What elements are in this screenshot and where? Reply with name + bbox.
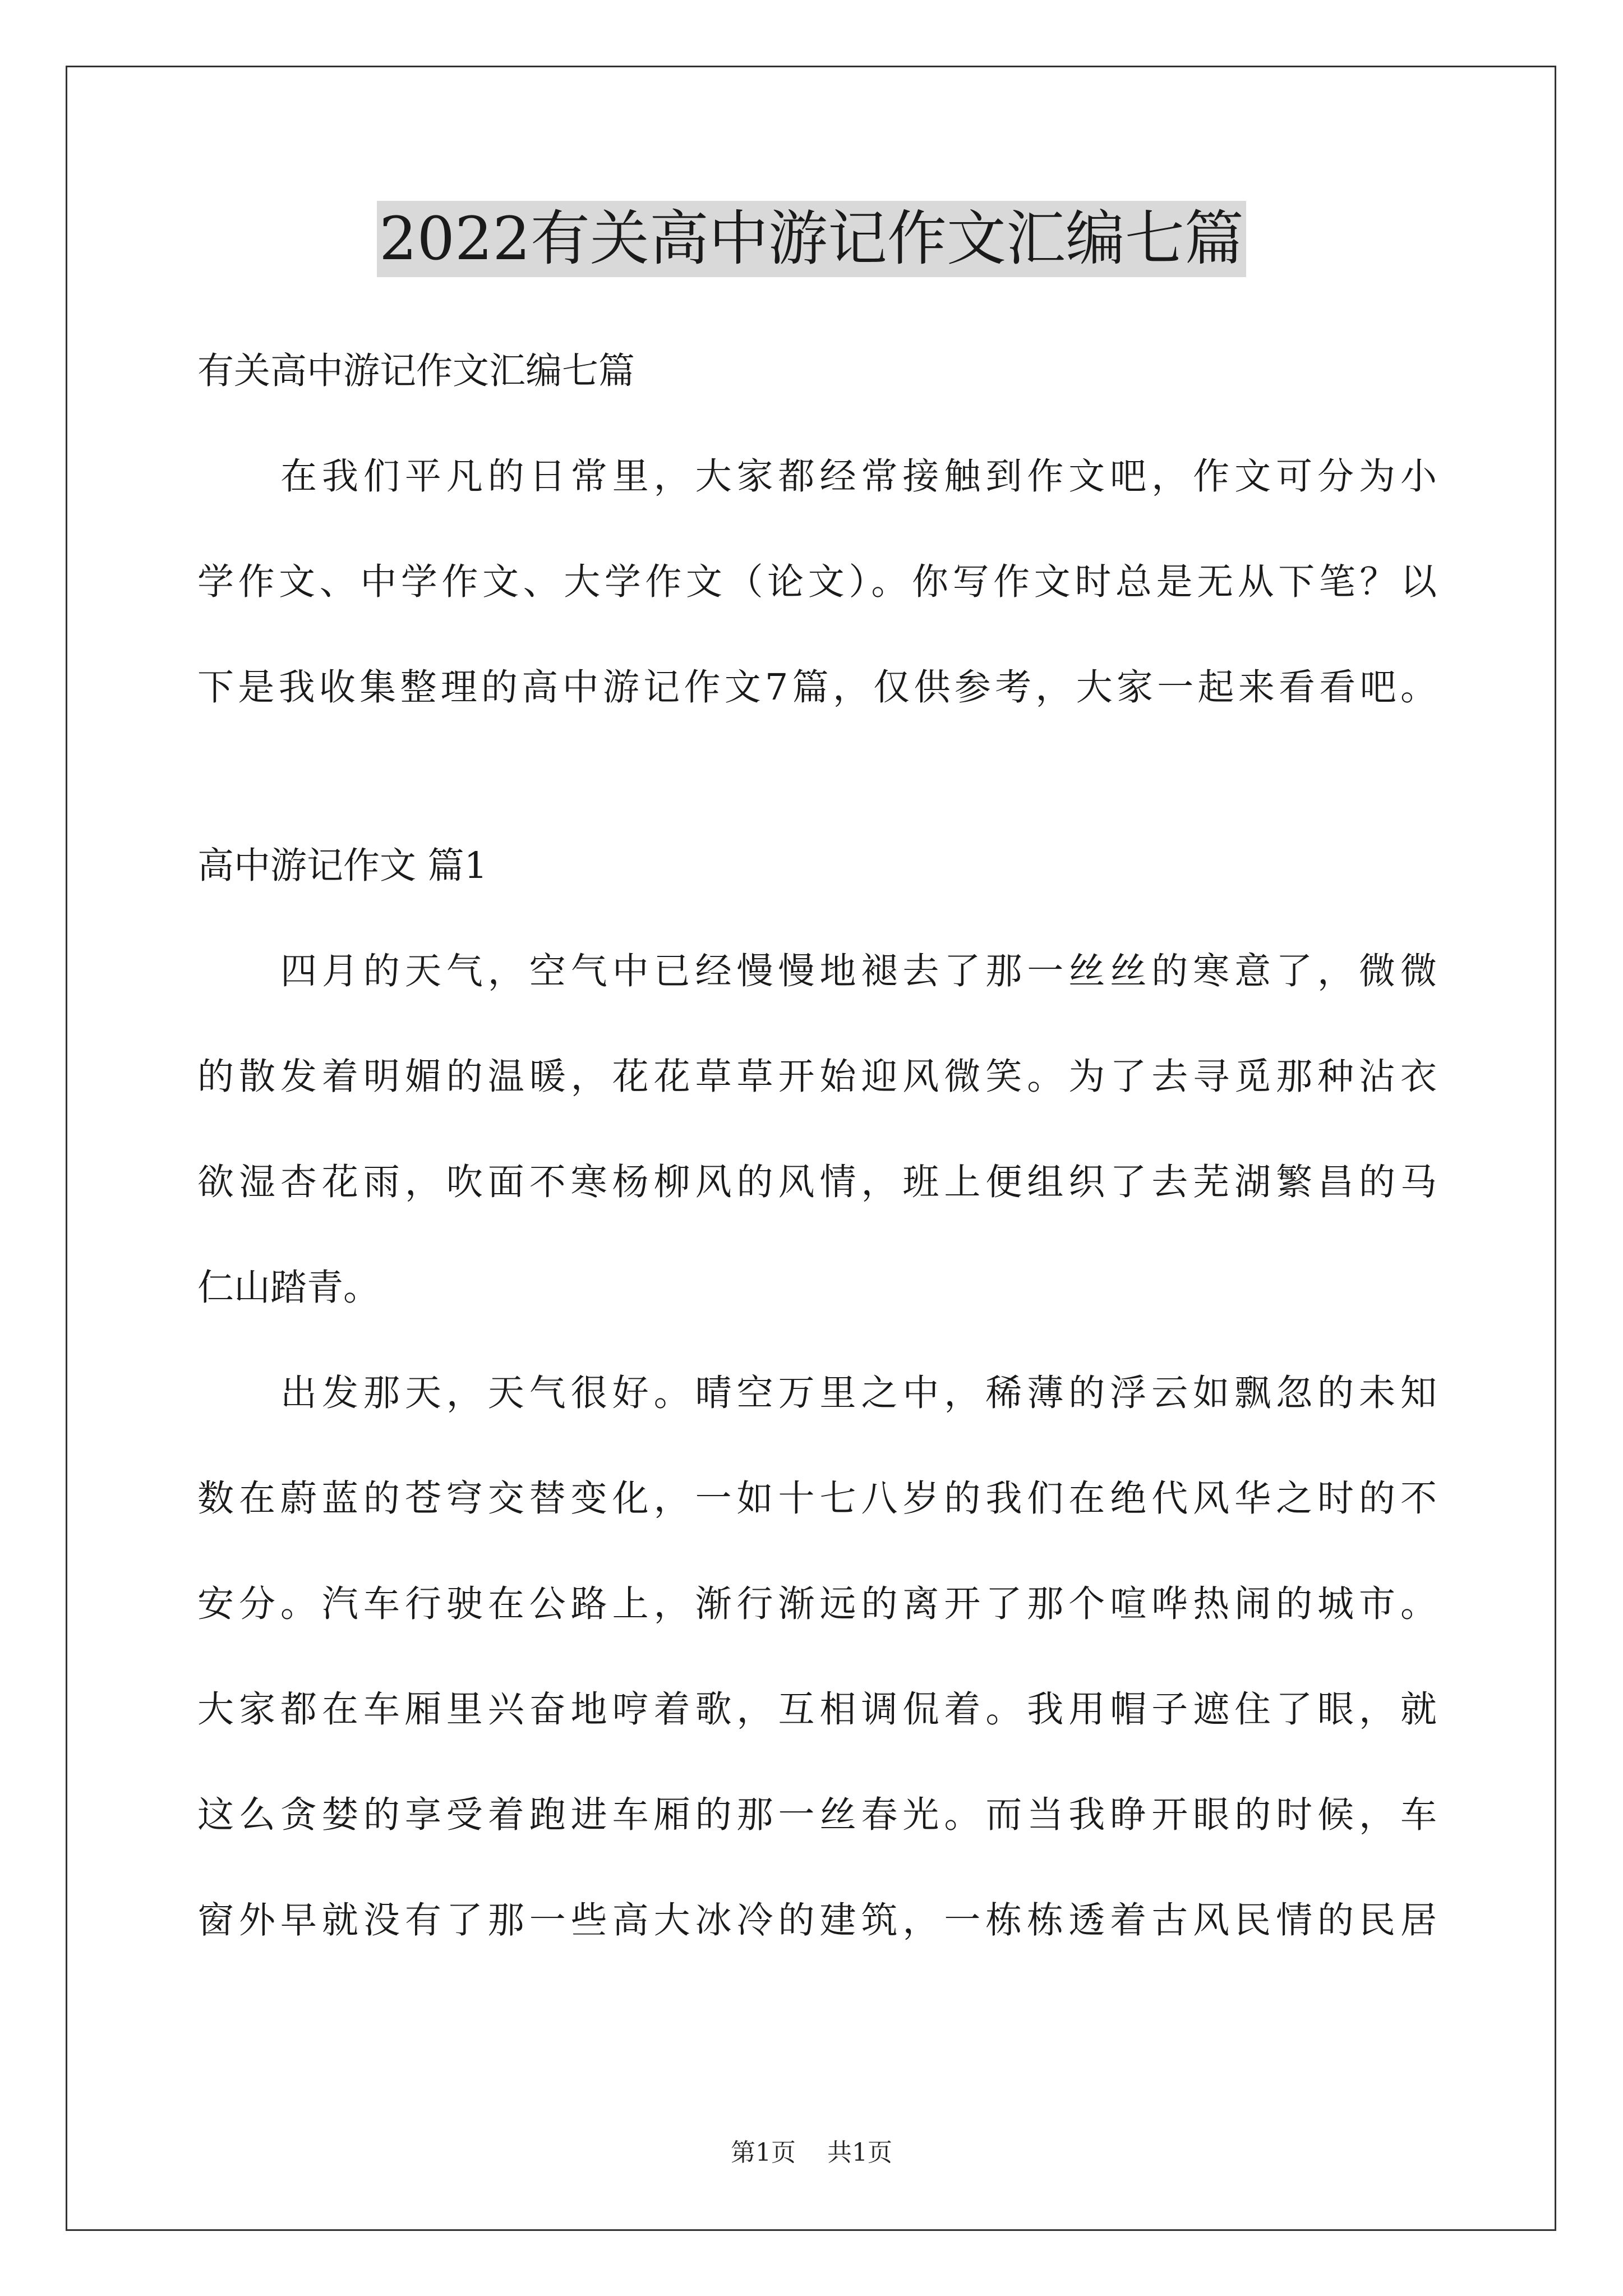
document-subtitle: 有关高中游记作文汇编七篇 <box>197 350 635 392</box>
page-number: 第1页 <box>731 2138 796 2167</box>
paragraph-line: 安分。汽车行驶在公路上，渐行渐远的离开了那个喧哗热闹的城市。 <box>197 1583 1437 1625</box>
paragraph-line: 数在蔚蓝的苍穹交替变化，一如十七八岁的我们在绝代风华之时的不 <box>197 1478 1437 1520</box>
page-total: 共1页 <box>827 2138 892 2167</box>
paragraph-line: 的散发着明媚的温暖，花花草草开始迎风微笑。为了去寻觅那种沾衣 <box>197 1056 1437 1098</box>
intro-line: 下是我收集整理的高中游记作文7篇，仅供参考，大家一起来看看吧。 <box>197 666 1437 708</box>
page-footer <box>0 2136 1623 2170</box>
document-title: 2022有关高中游记作文汇编七篇 <box>377 201 1246 277</box>
document-body <box>197 319 1437 1973</box>
intro-line: 学作文、中学作文、大学作文（论文）。你写作文时总是无从下笔？以 <box>197 561 1437 603</box>
section-gap <box>197 740 1437 813</box>
paragraph-line: 出发那天，天气很好。晴空万里之中，稀薄的浮云如飘忽的未知 <box>280 1372 1437 1414</box>
title-container <box>0 201 1623 277</box>
paragraph-line: 大家都在车厢里兴奋地哼着歌，互相调侃着。我用帽子遮住了眼，就 <box>197 1688 1437 1731</box>
section-heading: 高中游记作文 篇1 <box>197 845 488 887</box>
paragraph-line: 窗外早就没有了那一些高大冰冷的建筑，一栋栋透着古风民情的民居 <box>197 1899 1437 1941</box>
paragraph-line: 四月的天气，空气中已经慢慢地褪去了那一丝丝的寒意了，微微 <box>280 950 1437 992</box>
paragraph-line: 这么贪婪的享受着跑进车厢的那一丝春光。而当我睁开眼的时候，车 <box>197 1794 1437 1836</box>
paragraph-line: 欲湿杏花雨，吹面不寒杨柳风的风情，班上便组织了去芜湖繁昌的马 <box>197 1161 1437 1203</box>
paragraph-line: 仁山踏青。 <box>197 1267 380 1309</box>
intro-line: 在我们平凡的日常里，大家都经常接触到作文吧，作文可分为小 <box>280 455 1437 498</box>
